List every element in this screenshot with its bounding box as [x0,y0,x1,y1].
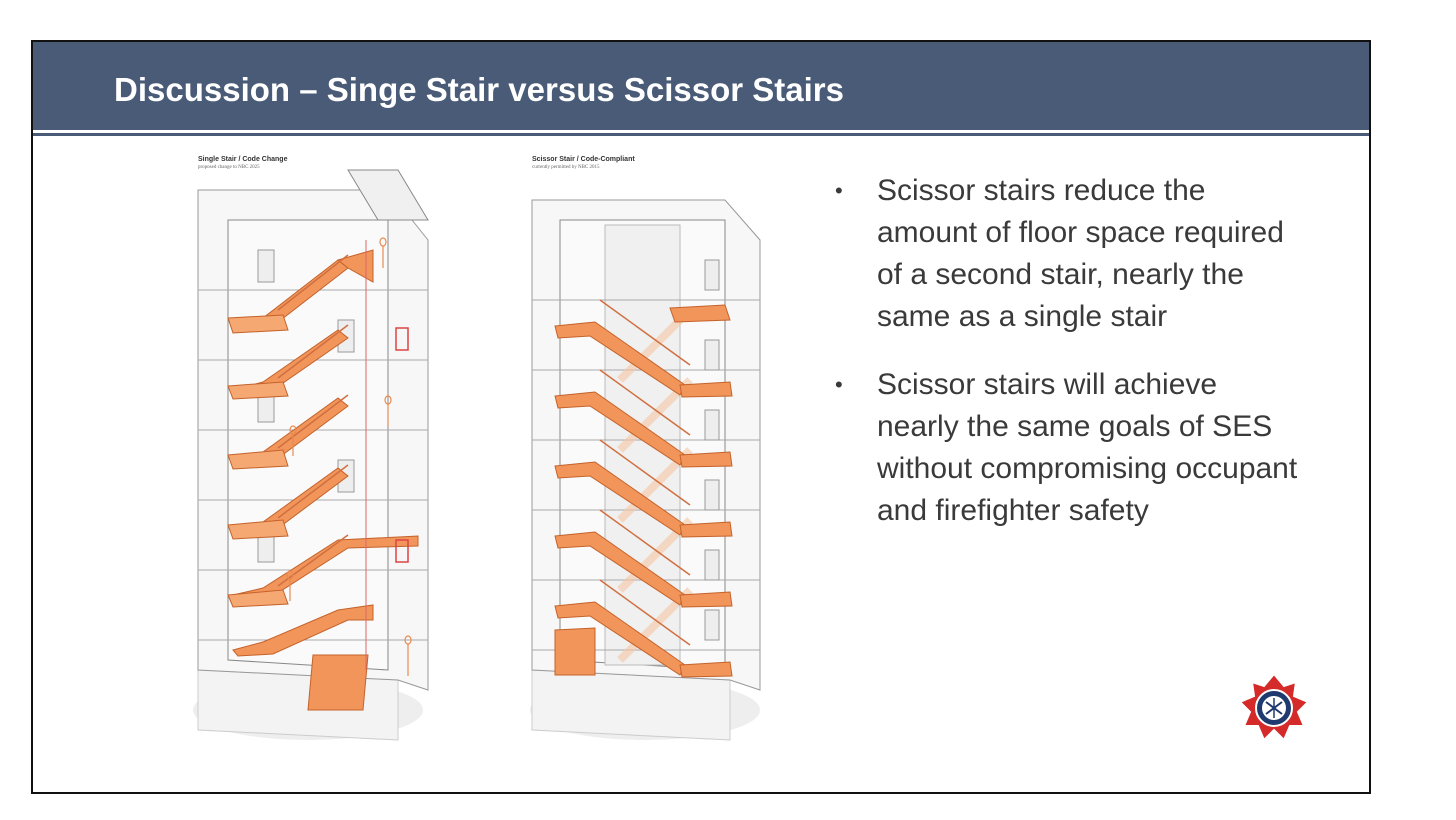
single-stair-subcaption: proposed change to NBC 2025 [198,165,260,170]
bullet-list [833,170,1303,558]
fire-department-maltese-cross-icon [1238,672,1310,744]
slide-title: Discussion – Singe Stair versus Scissor Stairs [114,71,844,108]
bullet-text: Scissor stairs will achieve nearly the same goals of SES without compromising occupant and firefighter safety [877,368,1298,527]
scissor-stair-subcaption: currently permitted by NBC 2015 [532,165,600,170]
scissor-stair-caption: Scissor Stair / Code-Compliant [532,156,635,163]
single-stair-caption: Single Stair / Code Change [198,156,288,163]
single-stair-illustration [188,150,468,750]
slide [31,40,1371,794]
scissor-stair-illustration [520,150,800,750]
bullet-text: Scissor stairs reduce the amount of floor space required of a second stair, nearly the same as a single stair [877,174,1284,333]
bullet-item [833,170,1303,338]
title-bar [33,42,1369,133]
bullet-item [833,364,1303,532]
single-stair-figure [188,150,468,755]
scissor-stair-figure [520,150,800,755]
bullet-marker: • [835,372,843,397]
bullet-marker: • [835,178,843,203]
